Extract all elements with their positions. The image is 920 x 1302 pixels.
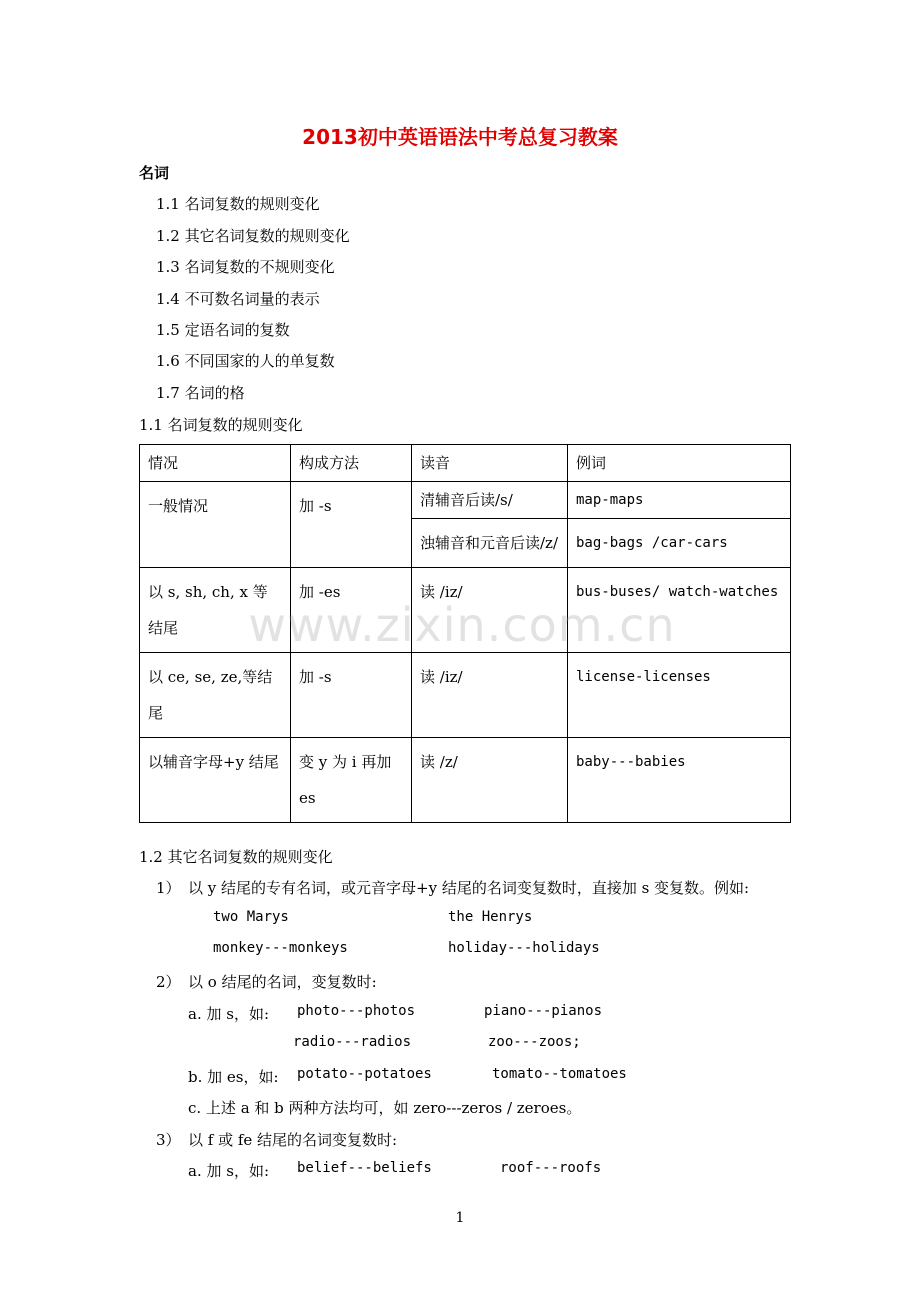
rule-2b-label: b. 加 es，如:	[188, 1068, 279, 1086]
section-1-2-heading: 1.2 其它名词复数的规则变化	[139, 848, 333, 866]
table-row	[140, 738, 791, 823]
table-header-cell: 读音	[412, 445, 568, 482]
table-cell: 读 /z/	[412, 738, 568, 823]
table-cell: 浊辅音和元音后读/z/	[412, 519, 568, 568]
table-cell: 以 s, sh, ch, x 等结尾	[140, 568, 291, 653]
table-cell: 读 /iz/	[412, 653, 568, 738]
plural-rules-table	[139, 444, 791, 823]
example-word: roof---roofs	[500, 1160, 602, 1176]
toc-item: 1.5 定语名词的复数	[156, 321, 290, 339]
toc-item: 1.3 名词复数的不规则变化	[156, 258, 335, 276]
example-word: photo---photos	[297, 1003, 416, 1019]
rule-3-text: 以 f 或 fe 结尾的名词变复数时:	[188, 1131, 398, 1149]
table-row	[140, 482, 791, 519]
table-cell: 加 -es	[291, 568, 412, 653]
table-cell: 加 -s	[291, 482, 412, 568]
rule-2-number: 2）	[156, 973, 181, 991]
table-header-cell: 例词	[568, 445, 791, 482]
toc-item: 1.2 其它名词复数的规则变化	[156, 227, 350, 245]
table-cell: 一般情况	[140, 482, 291, 568]
page-title: 2013初中英语语法中考总复习教案	[302, 125, 618, 149]
table-cell: 清辅音后读/s/	[412, 482, 568, 519]
table-header-cell: 情况	[140, 445, 291, 482]
example-word: monkey---monkeys	[213, 940, 348, 956]
example-word: two Marys	[213, 909, 289, 925]
table-cell: 以 ce, se, ze,等结尾	[140, 653, 291, 738]
table-cell: bus-buses/ watch-watches	[568, 568, 791, 653]
table-cell: 变 y 为 i 再加 es	[291, 738, 412, 823]
example-word: belief---beliefs	[297, 1160, 432, 1176]
table-cell: 以辅音字母+y 结尾	[140, 738, 291, 823]
table-cell: baby---babies	[568, 738, 791, 823]
table-header-row	[140, 445, 791, 482]
toc-item: 1.7 名词的格	[156, 384, 245, 402]
example-word: tomato--tomatoes	[492, 1066, 627, 1082]
rule-3-number: 3）	[156, 1131, 181, 1149]
table-cell: 读 /iz/	[412, 568, 568, 653]
rule-2c-text: c. 上述 a 和 b 两种方法均可，如 zero---zeros / zeroes。	[188, 1099, 582, 1117]
rule-3a-label: a. 加 s，如:	[188, 1162, 269, 1180]
example-word: potato--potatoes	[297, 1066, 432, 1082]
toc-item: 1.6 不同国家的人的单复数	[156, 352, 335, 370]
example-word: zoo---zoos;	[488, 1034, 581, 1050]
example-word: the Henrys	[448, 909, 533, 925]
section-noun-heading: 名词	[139, 164, 170, 182]
table-cell: bag-bags /car-cars	[568, 519, 791, 568]
table-cell: license-licenses	[568, 653, 791, 738]
rule-1-number: 1）	[156, 879, 181, 897]
rule-2a-label: a. 加 s，如:	[188, 1005, 269, 1023]
table-header-cell: 构成方法	[291, 445, 412, 482]
toc-item: 1.4 不可数名词量的表示	[156, 290, 320, 308]
page-number: 1	[455, 1210, 465, 1226]
watermark: www.zixin.com.cn	[248, 598, 676, 652]
example-word: holiday---holidays	[448, 940, 600, 956]
section-1-1-heading: 1.1 名词复数的规则变化	[139, 416, 303, 434]
table-row	[140, 568, 791, 653]
example-word: piano---pianos	[484, 1003, 603, 1019]
toc-item: 1.1 名词复数的规则变化	[156, 195, 320, 213]
table-cell: 加 -s	[291, 653, 412, 738]
table-row	[140, 653, 791, 738]
example-word: radio---radios	[293, 1034, 412, 1050]
table-cell: map-maps	[568, 482, 791, 519]
rule-2-text: 以 o 结尾的名词，变复数时:	[188, 973, 377, 991]
rule-1-text: 以 y 结尾的专有名词，或元音字母+y 结尾的名词变复数时，直接加 s 变复数。例如:	[188, 879, 750, 897]
